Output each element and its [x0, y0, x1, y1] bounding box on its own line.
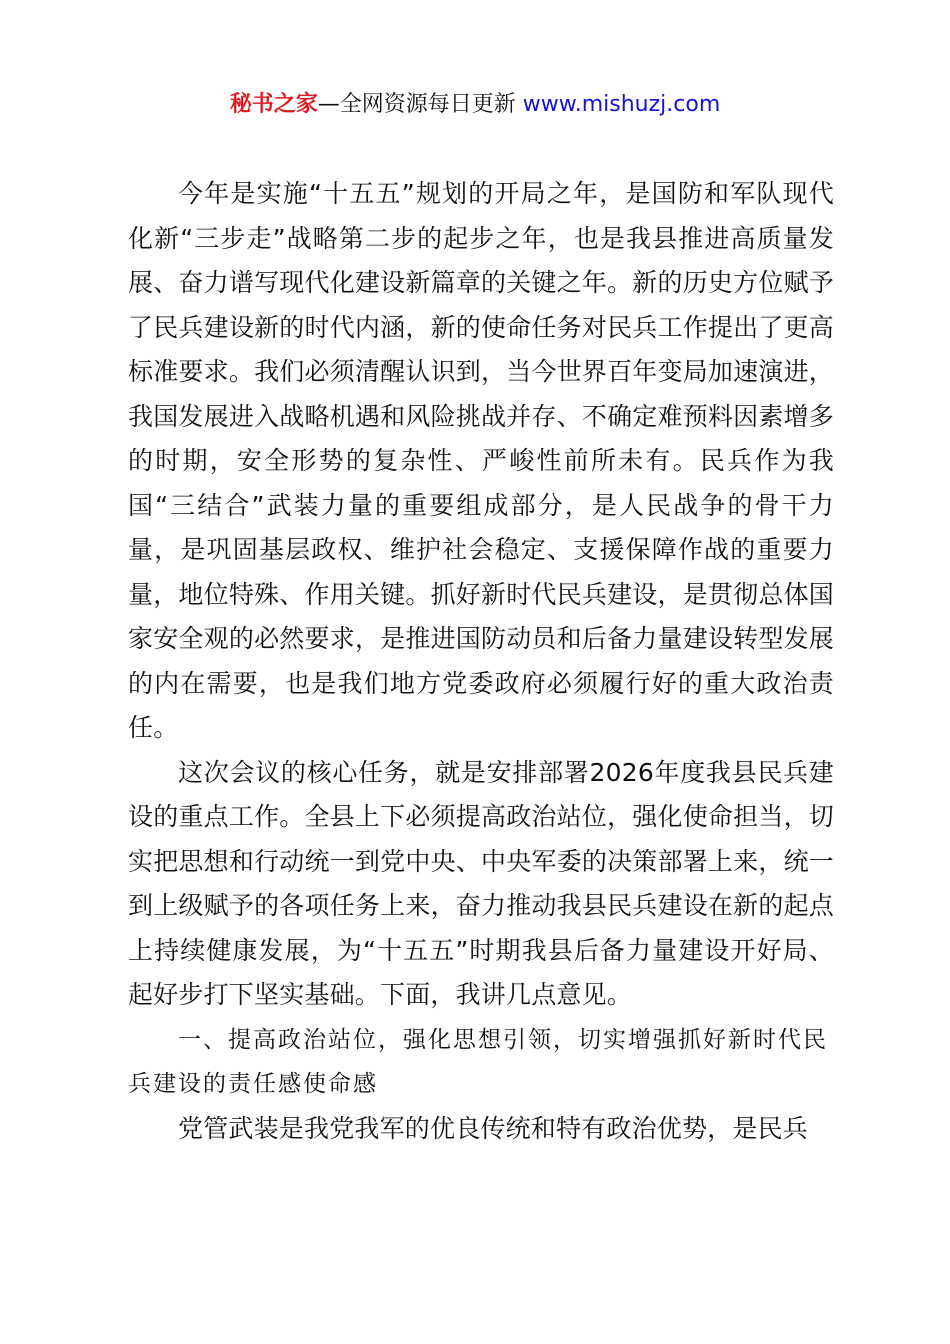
site-header	[0, 90, 950, 120]
paragraph-section-start: 党管武装是我党我军的优良传统和特有政治优势，是民兵	[178, 1113, 809, 1143]
site-url-link[interactable]: www.mishuzj.com	[522, 92, 721, 117]
paragraph-intro: 今年是实施“十五五”规划的开局之年，是国防和军队现代化新“三步走”战略第二步的起步之年，也是我县推进高质量发展、奋力谱写现代化建设新篇章的关键之年。新的历史方位赋予了民兵建设新的时代内涵，新的使命任务对民兵工作提出了更高标准要求。我们必须清醒认识到，当今世界百年变局加速演进，我国发展进入战略机遇和风险挑战并存、不确定难预料因素增多的时期，安全形势的复杂性、严峻性前所未有。民兵作为我国“三结合”武装力量的重要组成部分，是人民战争的骨干力量，是巩固基层政权、维护社会稳定、支援保障作战的重要力量，地位特殊、作用关键。抓好新时代民兵建设，是贯彻总体国家安全观的必然要求，是推进国防动员和后备力量建设转型发展的内在需要，也是我们地方党委政府必须履行好的重大政治责任。	[128, 179, 834, 742]
paragraph-task: 这次会议的核心任务，就是安排部署2026年度我县民兵建设的重点工作。全县上下必须提高政治站位，强化使命担当，切实把思想和行动统一到党中央、中央军委的决策部署上来，统一到上级赋予的各项任务上来，奋力推动我县民兵建设在新的起点上持续健康发展，为“十五五”时期我县后备力量建设开好局、起好步打下坚实基础。下面，我讲几点意见。	[128, 757, 834, 1009]
header-slogan: —全网资源每日更新	[317, 92, 516, 117]
document-body	[128, 172, 834, 1151]
brand-name: 秘书之家	[229, 92, 318, 117]
section-heading: 一、提高政治站位，强化思想引领，切实增强抓好新时代民兵建设的责任感使命感	[128, 1026, 828, 1097]
